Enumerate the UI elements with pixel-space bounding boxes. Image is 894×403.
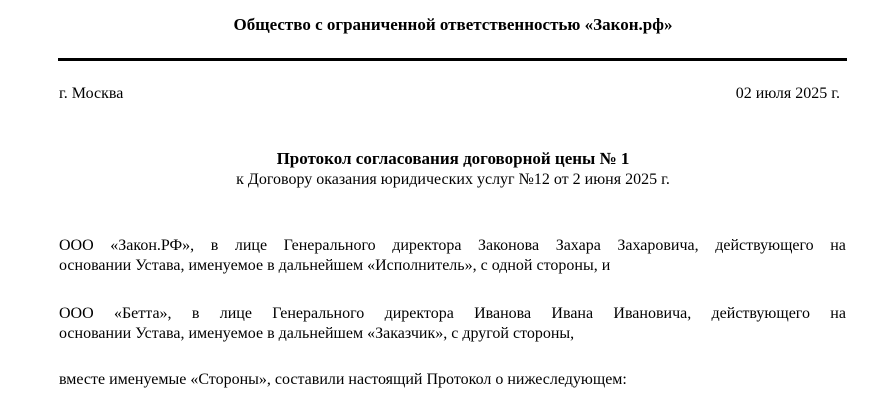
paragraph-line: основании Устава, именуемое в дальнейшем «Исполнитель», с одной стороны, и	[59, 257, 611, 274]
word: «Бетта»,	[113, 305, 172, 322]
word: Ивановича,	[613, 305, 692, 322]
word: действующего	[715, 237, 814, 254]
word: ООО	[59, 305, 94, 322]
paragraph-line: основании Устава, именуемое в дальнейшем «Заказчик», с другой стороны,	[59, 325, 575, 342]
paragraph-line: вместе именуемые «Стороны», составили настоящий Протокол о нижеследующем:	[59, 371, 627, 388]
protocol-title: Протокол согласования договорной цены № 1	[276, 149, 630, 168]
word: Генерального	[283, 237, 376, 254]
word: действующего	[711, 305, 810, 322]
word: в	[191, 305, 200, 322]
word: в	[210, 237, 219, 254]
paragraph-customer	[59, 304, 846, 344]
word: на	[830, 237, 846, 254]
paragraph-line	[59, 304, 846, 324]
protocol-subtitle: к Договору оказания юридических услуг №12 от 2 июня 2025 г.	[236, 171, 670, 188]
organization-title: Общество с ограниченной ответственностью «Закон.рф»	[233, 15, 673, 34]
word: директора	[384, 305, 454, 322]
document-date: 02 июля 2025 г.	[735, 85, 840, 102]
word: Захаровича,	[617, 237, 699, 254]
word: Законова	[478, 237, 540, 254]
word: лице	[219, 305, 252, 322]
city-label: г. Москва	[59, 85, 124, 102]
word: лице	[234, 237, 268, 254]
paragraph-line	[59, 236, 846, 256]
word: Ивана	[551, 305, 594, 322]
paragraph-parties	[59, 370, 846, 390]
word: на	[830, 305, 846, 322]
word: Иванова	[474, 305, 532, 322]
header-divider	[58, 58, 847, 61]
word: директора	[392, 237, 462, 254]
word: Захара	[555, 237, 601, 254]
paragraph-executor	[59, 236, 846, 276]
word: ООО	[59, 237, 94, 254]
word: Генерального	[272, 305, 365, 322]
word: «Закон.РФ»,	[110, 237, 195, 254]
